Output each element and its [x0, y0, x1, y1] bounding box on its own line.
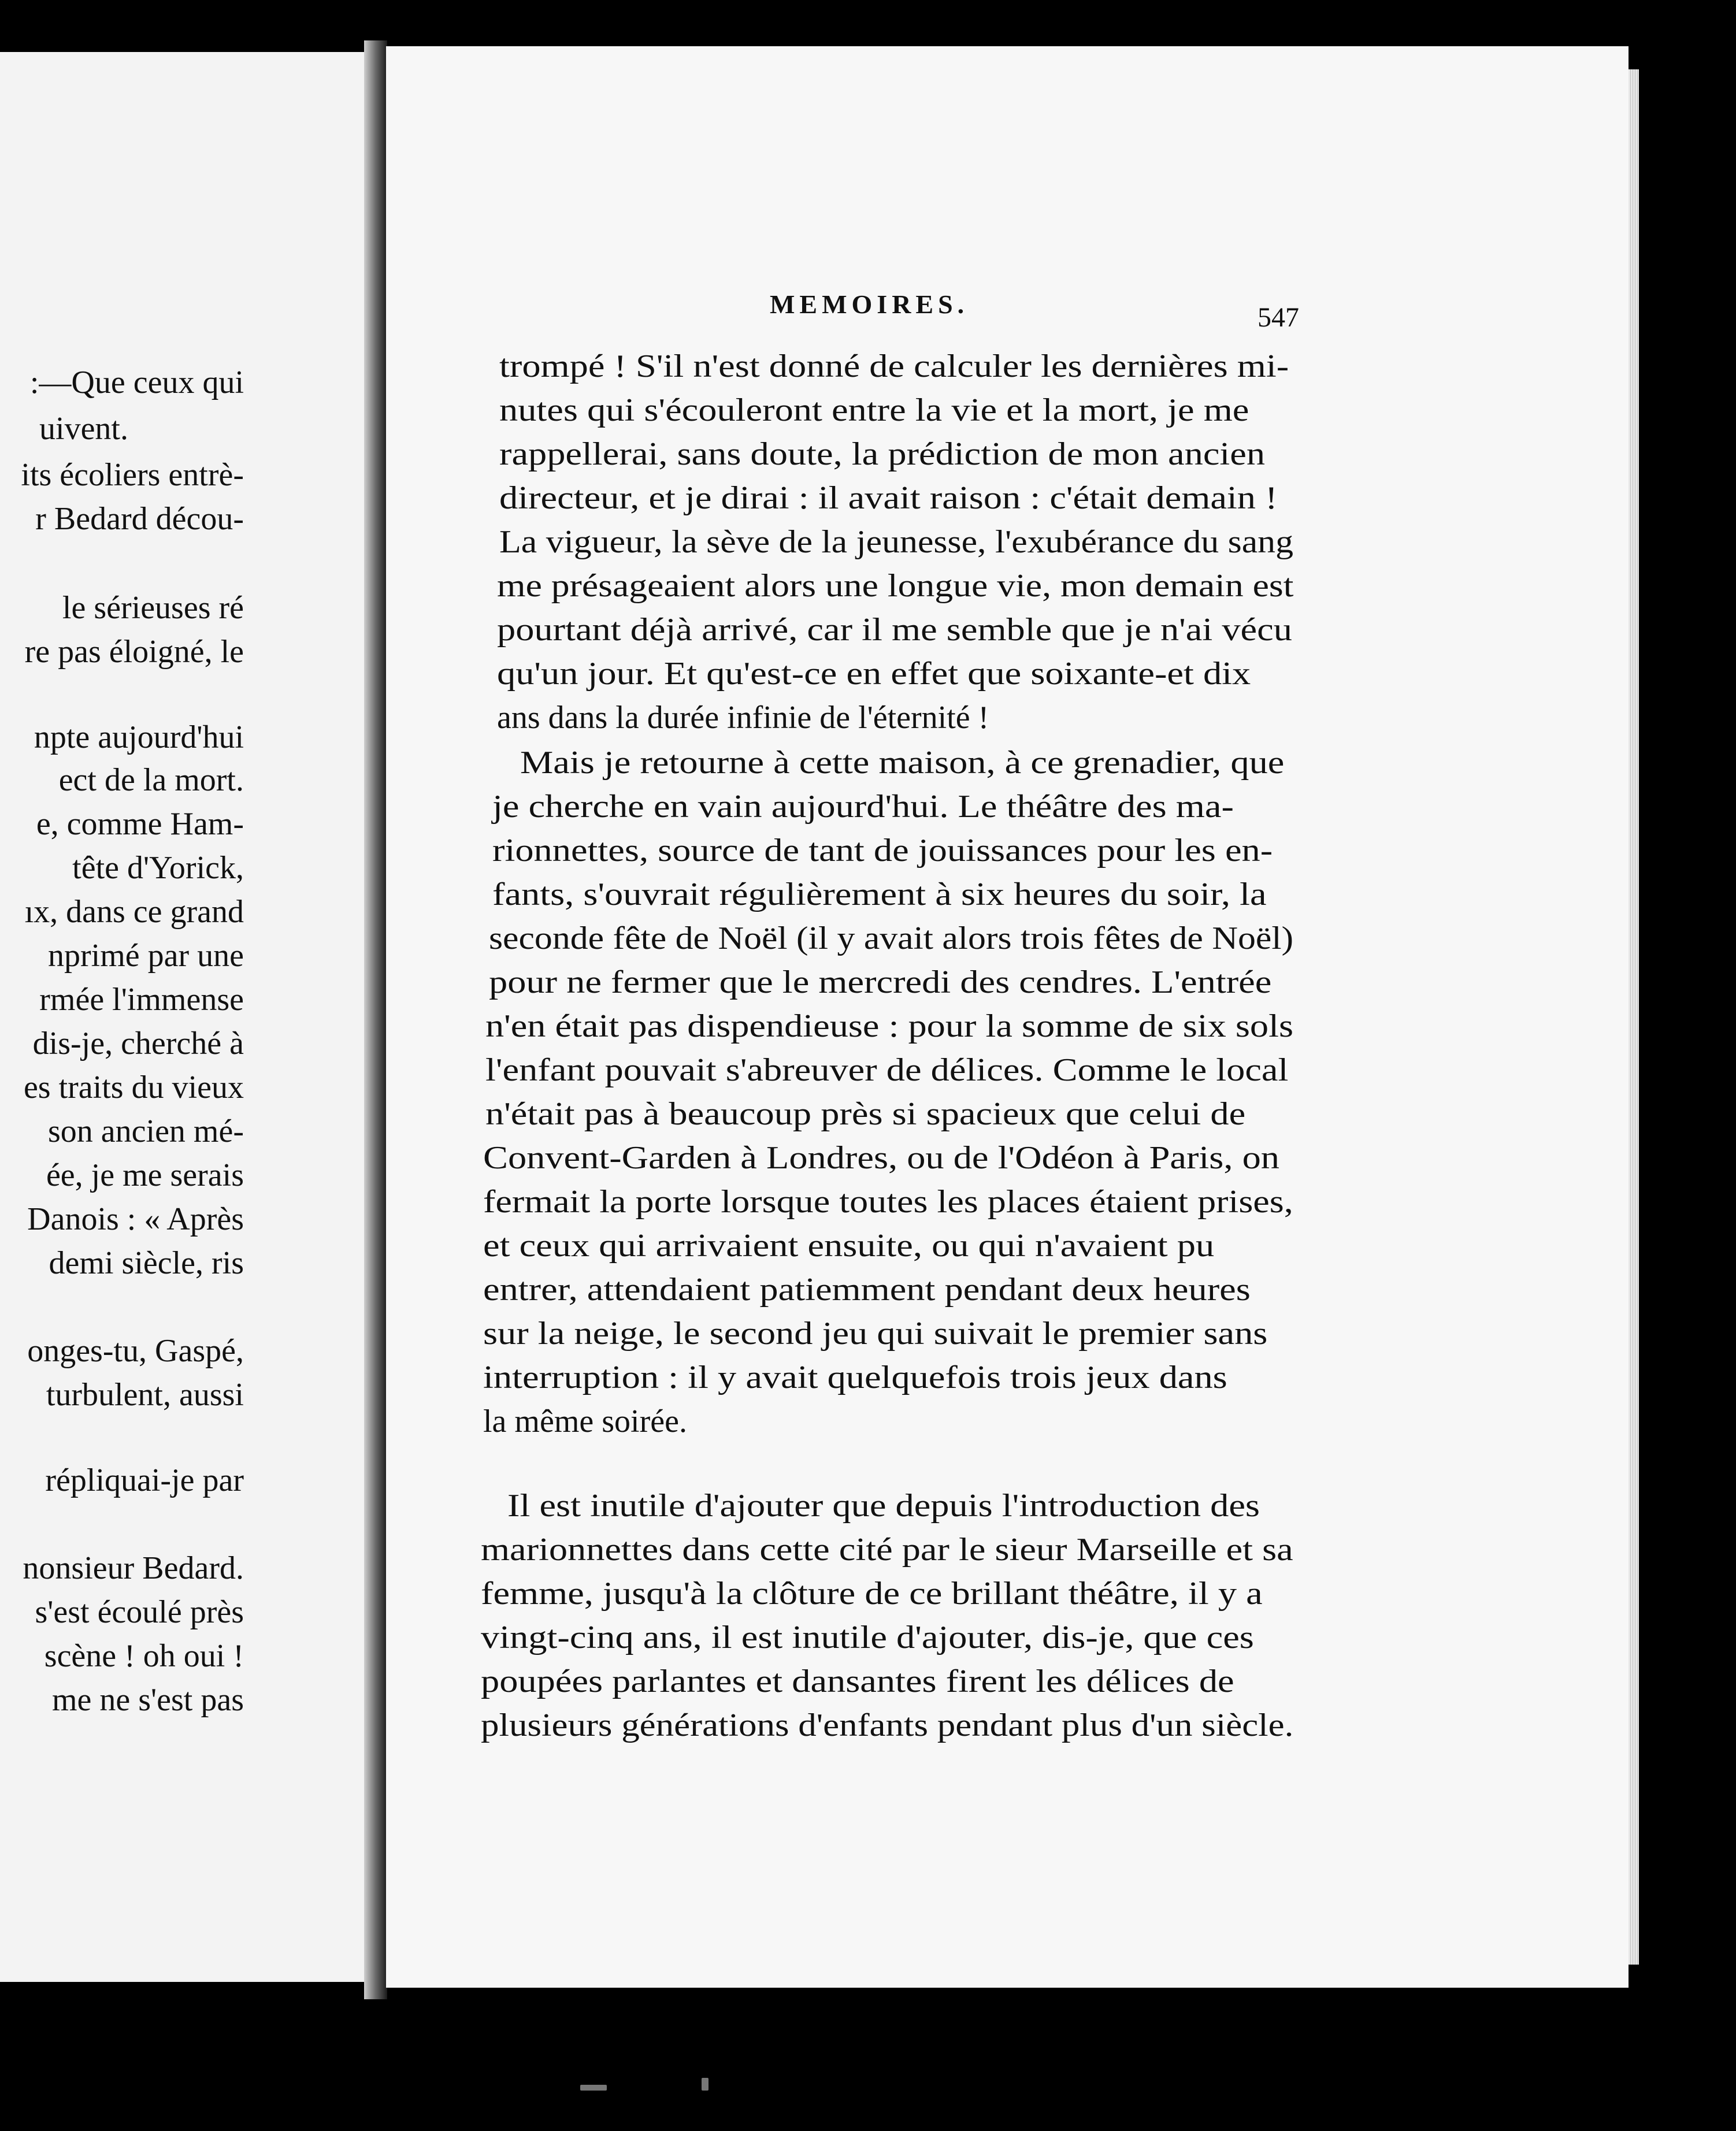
page-gutter [364, 40, 387, 1999]
body-line: qu'un jour. Et qu'est-ce en effet que soixante-et dix [497, 656, 1251, 692]
body-line: seconde fête de Noël (il y avait alors trois fêtes de Noël) [489, 920, 1294, 956]
body-line: sur la neige, le second jeu qui suivait le premier sans [483, 1316, 1268, 1352]
body-line: interruption : il y avait quelquefois trois jeux dans [483, 1360, 1227, 1395]
body-line: rionnettes, source de tant de jouissances pour les en- [492, 833, 1273, 868]
left-line: nonsieur Bedard. [23, 1550, 244, 1586]
left-line: demi siècle, ris [49, 1245, 244, 1281]
body-line: plusieurs générations d'enfants pendant plus d'un siècle. [481, 1707, 1294, 1743]
left-line: :—Que ceux qui [29, 365, 244, 400]
body-line: la même soirée. [483, 1404, 687, 1439]
body-line: Mais je retourne à cette maison, à ce grenadier, que [520, 745, 1285, 781]
body-line: rappellerai, sans doute, la prédiction de mon ancien [499, 436, 1266, 472]
body-line: trompé ! S'il n'est donné de calculer les dernières mi- [499, 348, 1289, 384]
scan-speck [702, 2078, 709, 2091]
body-line: femme, jusqu'à la clôture de ce brillant théâtre, il y a [481, 1576, 1263, 1612]
left-line: onges-tu, Gaspé, [27, 1333, 244, 1369]
body-line: et ceux qui arrivaient ensuite, ou qui n'avaient pu [483, 1228, 1215, 1264]
left-line: e, comme Ham- [36, 806, 244, 842]
left-line: npte aujourd'hui [34, 719, 244, 755]
body-line: fants, s'ouvrait régulièrement à six heures du soir, la [492, 877, 1267, 912]
left-line: répliquai-je par [45, 1462, 244, 1498]
body-line: La vigueur, la sève de la jeunesse, l'exubérance du sang [499, 524, 1294, 560]
body-line: fermait la porte lorsque toutes les places étaient prises, [483, 1184, 1293, 1220]
body-line: pour ne fermer que le mercredi des cendres. L'entrée [489, 964, 1272, 1000]
scan-speck [580, 2085, 607, 2091]
body-line: vingt-cinq ans, il est inutile d'ajouter, dis-je, que ces [481, 1620, 1254, 1655]
left-line: turbulent, aussi [46, 1377, 244, 1413]
left-line: Danois : « Après [27, 1201, 244, 1237]
body-line: n'en était pas dispendieuse : pour la somme de six sols [485, 1008, 1293, 1044]
body-line: pourtant déjà arrivé, car il me semble que je n'ai vécu [497, 612, 1292, 648]
left-line: dis-je, cherché à [32, 1026, 244, 1061]
body-line: me présageaient alors une longue vie, mon demain est [497, 568, 1294, 604]
left-line: ée, je me serais [46, 1157, 244, 1193]
left-line: scène ! oh oui ! [44, 1638, 244, 1674]
body-line: entrer, attendaient patiemment pendant deux heures [483, 1272, 1251, 1308]
left-line: son ancien mé- [48, 1113, 244, 1149]
body-line: Convent-Garden à Londres, ou de l'Odéon à Paris, on [483, 1140, 1279, 1176]
left-line: uivent. [39, 411, 128, 447]
left-line: r Bedard décou- [35, 501, 244, 537]
left-page [0, 52, 370, 1982]
left-line: me ne s'est pas [51, 1682, 244, 1718]
left-line: re pas éloigné, le [24, 634, 244, 670]
body-line: nutes qui s'écouleront entre la vie et la mort, je me [499, 392, 1249, 428]
page-number: 547 [1258, 302, 1299, 333]
body-line: je cherche en vain aujourd'hui. Le théâtre des ma- [492, 789, 1234, 825]
page-edges [1629, 69, 1639, 1965]
body-line: directeur, et je dirai : il avait raison : c'était demain ! [499, 480, 1278, 516]
left-line: its écoliers entrè- [21, 457, 244, 493]
left-line: nprimé par une [48, 938, 244, 974]
body-line: Il est inutile d'ajouter que depuis l'introduction des [507, 1488, 1260, 1524]
left-line: ect de la mort. [58, 762, 244, 798]
body-line: poupées parlantes et dansantes firent les délices de [481, 1664, 1234, 1699]
left-line: le sérieuses ré [62, 590, 244, 626]
left-line: rmée l'immense [39, 982, 244, 1018]
left-line: tête d'Yorick, [72, 850, 244, 886]
left-line: ıx, dans ce grand [24, 894, 244, 930]
running-head: MEMOIRES. [770, 289, 969, 319]
body-line: marionnettes dans cette cité par le sieur Marseille et sa [481, 1532, 1293, 1568]
left-line: s'est écoulé près [35, 1594, 244, 1630]
left-line: es traits du vieux [23, 1070, 244, 1105]
body-line: n'était pas à beaucoup près si spacieux que celui de [485, 1096, 1246, 1132]
body-line: ans dans la durée infinie de l'éternité ! [497, 700, 989, 736]
body-line: l'enfant pouvait s'abreuver de délices. Comme le local [485, 1052, 1289, 1088]
